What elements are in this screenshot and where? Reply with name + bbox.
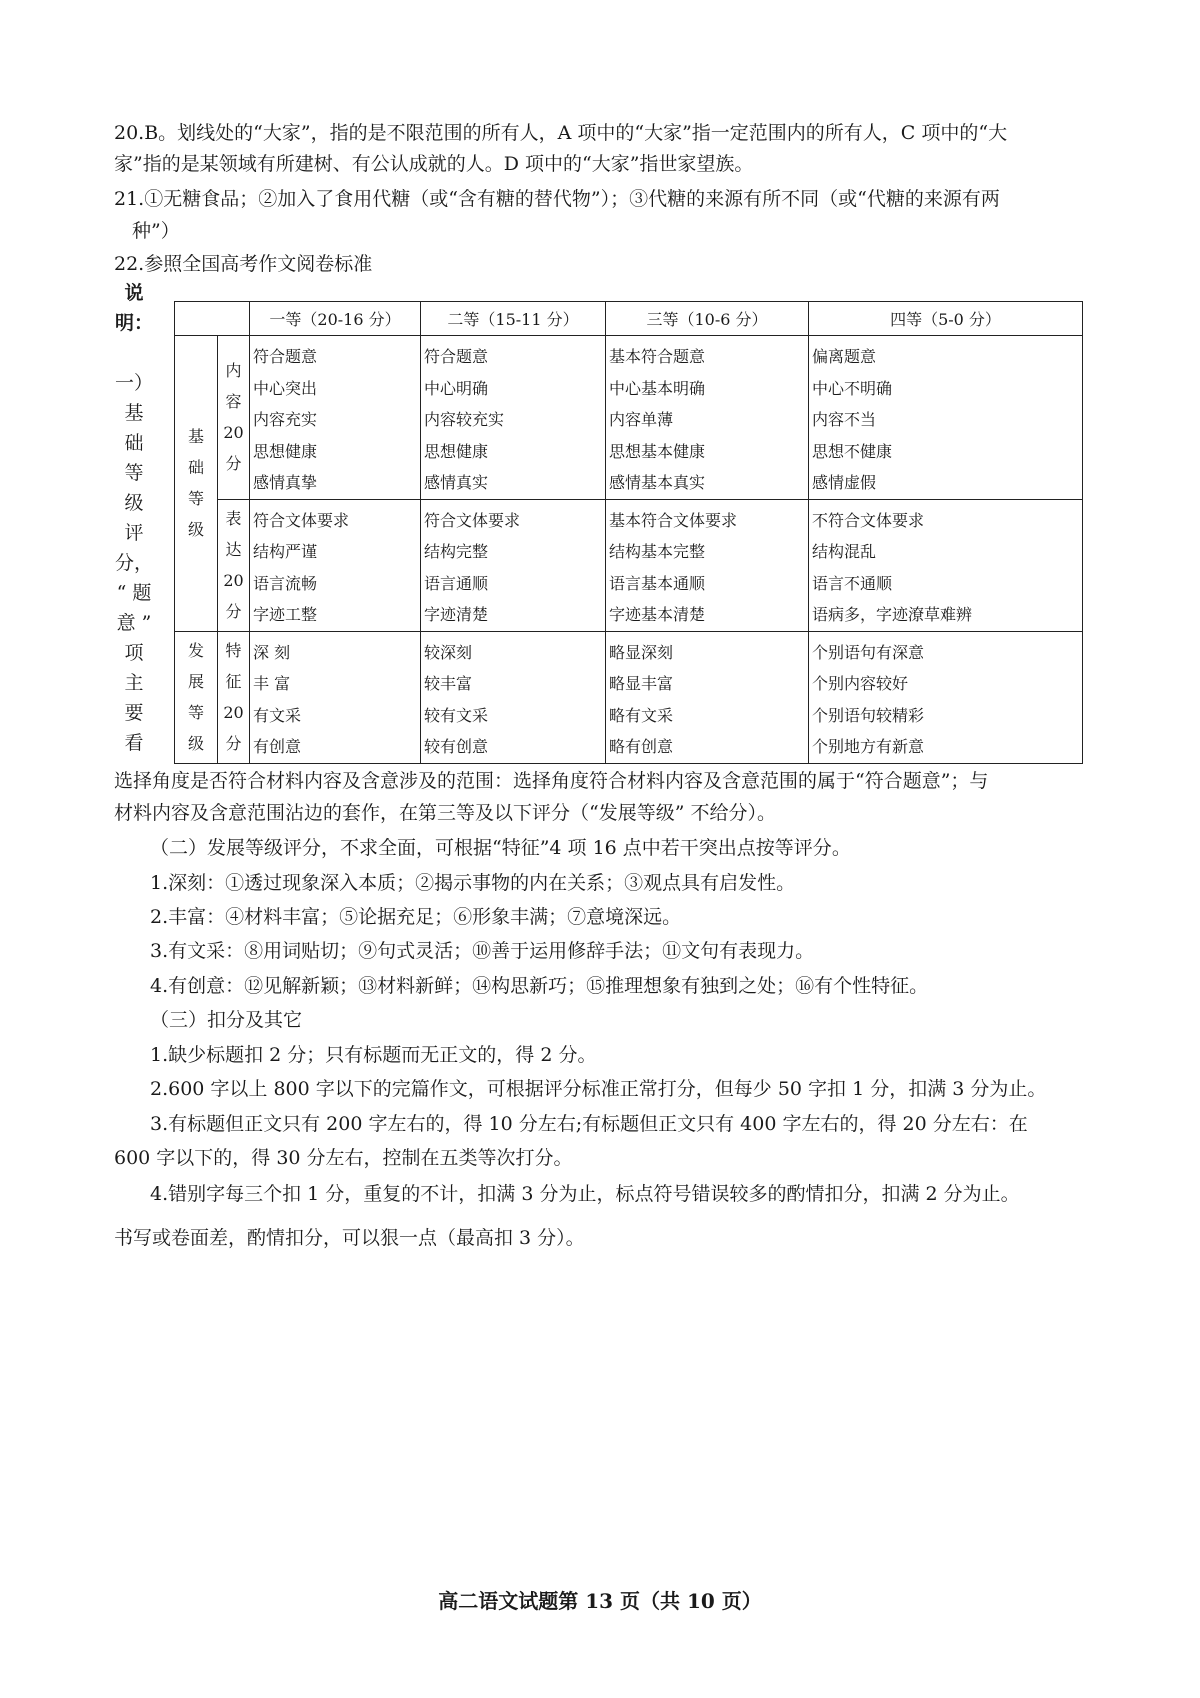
label-char: 20	[223, 703, 244, 722]
side-char: 础	[124, 432, 144, 454]
side-char: 项	[124, 642, 144, 664]
body-line: 3.有文采：⑧用词贴切；⑨句式灵活；⑩善于运用修辞手法；⑪文句有表现力。	[150, 940, 815, 962]
answer-21-line-1: 21.①无糖食品；②加入了食用代糖（或“含有糖的替代物”）；③代糖的来源有所不同（或“代糖的来源有两	[114, 188, 1000, 210]
table-header-row	[175, 302, 1083, 336]
side-char: 基	[124, 402, 144, 424]
label-char: 等	[187, 703, 204, 722]
label-char: 内	[225, 361, 242, 381]
label-char: 分	[225, 602, 242, 621]
answer-21-line-2: 种”）	[132, 220, 180, 242]
body-line: 600 字以下的，得 30 分左右，控制在五类等次打分。	[114, 1147, 573, 1169]
side-char: 分，	[114, 552, 153, 574]
label-char: 特	[225, 641, 242, 660]
side-char: 等	[124, 462, 144, 484]
header-grade-3: 三等（10-6 分）	[606, 302, 809, 336]
side-char: “ 题	[116, 582, 152, 604]
label-char: 容	[225, 392, 242, 412]
grading-table	[174, 301, 1083, 764]
body-line: 4.有创意：⑫见解新颖；⑬材料新鲜；⑭构思新巧；⑮推理想象有独到之处；⑯有个性特征。	[150, 975, 929, 997]
feature-grade-2: 较深刻 较丰富 较有文采 较有创意	[421, 631, 606, 763]
table-row-content	[175, 336, 1083, 500]
body-line: 3.有标题但正文只有 200 字左右的，得 10 分左右;有标题但正文只有 400 字左右的，得 20 分左右：在	[150, 1113, 1028, 1135]
expression-grade-4: 不符合文体要求 结构混乱 语言不通顺 语病多，字迹潦草难辨	[809, 499, 1083, 631]
feature-grade-4: 个别语句有深意 个别内容较好 个别语句较精彩 个别地方有新意	[809, 631, 1083, 763]
expression-grade-2: 符合文体要求 结构完整 语言通顺 字迹清楚	[421, 499, 606, 631]
feature-grade-3: 略显深刻 略显丰富 略有文采 略有创意	[606, 631, 809, 763]
body-line: 2.丰富：④材料丰富；⑤论据充足；⑥形象丰满；⑦意境深远。	[150, 906, 682, 928]
body-line: 1.深刻：①透过现象深入本质；②揭示事物的内在关系；③观点具有启发性。	[150, 872, 796, 894]
label-char: 达	[225, 540, 242, 559]
page-footer: 高二语文试题第 13 页（共 10 页）	[438, 1589, 762, 1613]
expression-grade-3: 基本符合文体要求 结构基本完整 语言基本通顺 字迹基本清楚	[606, 499, 809, 631]
body-line: （二）发展等级评分，不求全面，可根据“特征”4 项 16 点中若干突出点按等评分。	[150, 837, 851, 859]
content-grade-4: 偏离题意 中心不明确 内容不当 思想不健康 感情虚假	[809, 336, 1083, 500]
side-char: 主	[124, 672, 144, 694]
content-grade-1: 符合题意 中心突出 内容充实 思想健康 感情真挚	[250, 336, 421, 500]
label-char: 基	[187, 427, 204, 447]
label-char: 分	[225, 734, 242, 753]
feature-grade-1: 深 刻 丰 富 有文采 有创意	[250, 631, 421, 763]
table-row-feature	[175, 631, 1083, 763]
side-char: 一）	[114, 372, 153, 394]
label-char: 征	[225, 672, 242, 691]
content-label	[218, 336, 250, 500]
label-char: 20	[223, 571, 244, 590]
label-char: 等	[187, 489, 204, 509]
content-grade-2: 符合题意 中心明确 内容较充实 思想健康 感情真实	[421, 336, 606, 500]
answer-20-line-1: 20.B。划线处的“大家”，指的是不限范围的所有人，A 项中的“大家”指一定范围内的所有人，C 项中的“大	[114, 122, 1008, 144]
label-char: 发	[187, 641, 204, 660]
label-char: 展	[187, 672, 204, 691]
body-line: 书写或卷面差，酌情扣分，可以狠一点（最高扣 3 分）。	[114, 1227, 585, 1249]
side-char: 明：	[114, 312, 153, 334]
side-char: 意 ”	[116, 612, 152, 634]
side-char: 级	[124, 492, 144, 514]
side-char: 要	[124, 702, 144, 724]
side-char: 说	[124, 282, 144, 304]
answer-22-line: 22.参照全国高考作文阅卷标准	[114, 253, 373, 275]
label-char: 级	[187, 734, 204, 753]
label-char: 20	[223, 423, 244, 443]
header-grade-2: 二等（15-11 分）	[421, 302, 606, 336]
label-char: 分	[225, 454, 242, 474]
expression-grade-1: 符合文体要求 结构严谨 语言流畅 字迹工整	[250, 499, 421, 631]
side-char	[114, 338, 154, 368]
table-row-expression	[175, 499, 1083, 631]
answer-20-line-2: 家”指的是某领域有所建树、有公认成就的人。D 项中的“大家”指世家望族。	[114, 153, 754, 175]
side-char: 看	[124, 732, 144, 754]
body-line: 1.缺少标题扣 2 分；只有标题而无正文的，得 2 分。	[150, 1044, 597, 1066]
expression-label	[218, 499, 250, 631]
body-line: 材料内容及含意范围沾边的套作，在第三等及以下评分（“发展等级” 不给分）。	[114, 802, 776, 824]
label-char: 级	[187, 520, 204, 540]
label-char: 础	[187, 458, 204, 478]
table-corner	[175, 302, 250, 336]
body-line: （三）扣分及其它	[150, 1009, 303, 1031]
side-char: 评	[124, 522, 144, 544]
side-note-column	[114, 278, 154, 758]
feature-label	[218, 631, 250, 763]
basic-level-label	[175, 336, 218, 632]
content-grade-3: 基本符合题意 中心基本明确 内容单薄 思想基本健康 感情基本真实	[606, 336, 809, 500]
body-line: 选择角度是否符合材料内容及含意涉及的范围：选择角度符合材料内容及含意范围的属于“符合题意”；与	[114, 770, 989, 792]
body-line: 2.600 字以上 800 字以下的完篇作文，可根据评分标准正常打分，但每少 50 字扣 1 分，扣满 3 分为止。	[150, 1078, 1047, 1100]
header-grade-4: 四等（5-0 分）	[809, 302, 1083, 336]
development-level-label	[175, 631, 218, 763]
label-char: 表	[225, 509, 242, 528]
header-grade-1: 一等（20-16 分）	[250, 302, 421, 336]
body-line: 4.错别字每三个扣 1 分，重复的不计，扣满 3 分为止，标点符号错误较多的酌情扣分，扣满 2 分为止。	[150, 1183, 1020, 1205]
